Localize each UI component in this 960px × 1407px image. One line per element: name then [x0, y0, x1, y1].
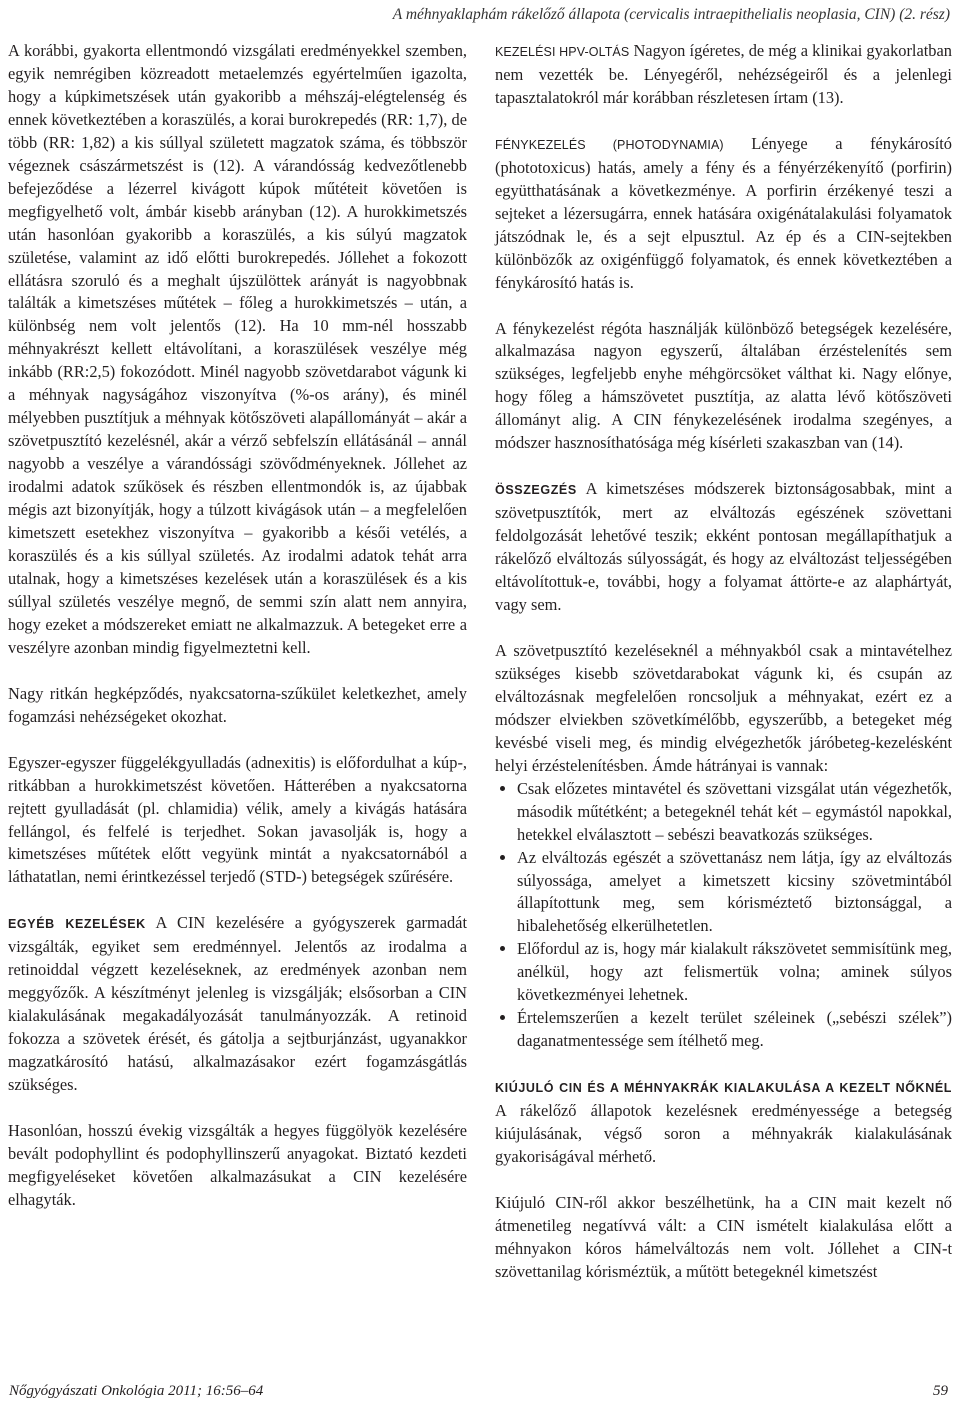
list-item: • Előfordul az is, hogy már kialakult rákszövetet semmisítünk meg, anélkül, hogy azt felismertük volna; aminek súlyos következményei lehetnek. — [517, 938, 952, 1007]
paragraph-photodynamic-text: Lényege a fénykárosító (phototoxicus) hatás, amely a fény és a fényérzékenyítő (porfirin) együtthatásának a következménye. A porfirin érzékenyé teszi a sejteket a lézersugárra, ennek hatására oxigénátalakulási folyamatok játszódnak le, és a sejt elpusztul. Az ép és a CIN-sejtekben különbözők az oxigénfüggő folyamatok, és ennek következtében a fénykárosító hatás is. — [495, 133, 952, 292]
section-heading-hpv-vaccine: KEZELÉSI HPV-OLTÁS — [495, 45, 630, 59]
paragraph-adnexitis: Egyszer-egyszer függelékgyulladás (adnexitis) is előfordulhat a kúp-, ritkábban a hurokkimetszést követően. Hátterében a nyakcsatorna rejtett gyulladását (pl. chlamidia) vélik, amely a kivágás hatására fellángol, és felfelé is terjedhet. Sokan javasolják is, hogy a kimetszéses műtétek előtt vegyünk mintát a nyakcsatornából a láthatatlan, nemi érintkezéssel terjedő (STD-) betegségek szűrésére. — [8, 752, 467, 887]
paragraph-photodynamic — [495, 133, 952, 295]
paragraph-destructive-methods: A szövetpusztító kezeléseknél a méhnyakból csak a mintavételhez szükséges kisebb szövetdarabokat vágunk ki, és csupán az elváltozásnak megfelelően roncsoljuk a méhnyakat, ezért ez a módszer elviekben szövetkímélőbb, egyszerűbb, a betegeket még kevésbé viseli meg, és mindig elvégezhetők járóbeteg-kezelésként helyi érzéstelenítésben. Ámde hátrányai is vannak: — [495, 640, 952, 775]
paragraph-other-treatments-text: A CIN kezelésére a gyógyszerek garmadát vizsgálták, egyiket sem eredménnyel. Jelentős az irodalma a retinoiddal végzett kezeléseknek, az eredmények azonban nem meggyőzők. A készítményt jelenleg is vizsgálják; elsősorban a CIN kialakulásának megakadályozását tanulmányozzák. A retinoid fokozza a szövetek érését, és gátolja a sejtburjánzást, ugyanakkor magzatkárosító hatású, alkalmazásakor ezért fogamzásgátlás szükséges. — [8, 913, 468, 1095]
section-heading-photodynamic: FÉNYKEZELÉS (PHOTODYNAMIA) — [495, 137, 724, 152]
list-item: • Az elváltozás egészét a szövettanász nem látja, így az elváltozás súlyossága, amelyet a kimetszett kicsiny szövetmintából állapítottunk meg, sem kórisméztető biztonsággal, a hibalehetőség elkerülhetetlen. — [517, 847, 952, 939]
right-column — [495, 40, 952, 1284]
paragraph-recurrent-cin: Kiújuló CIN-ről akkor beszélhetünk, ha a CIN mait kezelt nő átmenetileg negatívvá vált: a CIN ismételt kialakulása előtt a méhnyakon kóros hámelváltozás nem volt. Jóllehet a CIN-t szövettanilag kórisméztük, a műtött betegeknél kimetszést — [495, 1192, 952, 1281]
paragraph-podophyllin: Hasonlóan, hosszú évekig vizsgálták a hegyes függölyök kezelésére bevált podophyllint és podophyllinszerű anyagokat. Biztató kezdeti megfigyeléseket követően alkalmazásukat a CIN kezelésére elhagyták. — [8, 1120, 467, 1209]
paragraph-scarring: Nagy ritkán hegképződés, nyakcsatorna-szűkület keletkezhet, amely fogamzási nehézségeket okozhat. — [8, 683, 467, 726]
left-column — [8, 40, 467, 1212]
running-header: A méhnyaklaphám rákelőző állapota (cervicalis intraepithelialis neoplasia, CIN) (2. rész) — [392, 6, 950, 23]
list-item: • Csak előzetes mintavétel és szövettani vizsgálat után végezhetők, második műtétként; a betegeknél tehát két – egymástól napokkal, hetekkel elválasztott – sebészi beavatkozás szükséges. — [517, 778, 952, 847]
paragraph-summary — [495, 478, 952, 617]
paragraph-pregnancy-risks: A korábbi, gyakorta ellentmondó vizsgálati eredményekkel szemben, egyik nemrégiben közreadott metaelemzés egyértelműen igazolta, hogy a kúpkimetszések után gyakoribb a méhszáj-elégtelenség és ennek következtében a koraszülés, a korai burokrepedés (RR: 1,7), de több (RR: 1,82) a kis súllyal született magzatok száma, és többször végeznek császármetszést is (12). A várandósság kedvezőtlenebb befejeződése a lézerrel kivágott kúpok műtéteit követően is megfigyelhető volt, ámbár kisebb arányban (12). A hurokkimetszés után hasonlóan gyakoribb a koraszülés, a kis súlyú magzatok születése, valamint az idő előtti burokrepedés. Jóllehet a fokozott ellátásra szoruló és a meghalt újszülöttek arányát is nagyobbnak találták a kimetszéses műtétek – főleg a hurokkimetszés – után, a különbség nem volt jelentős (12). Ha 10 mm-nél hosszabb méhnyakrészt kellett eltávolítani, a koraszülések veszélye még inkább (RR:2,5) fokozódott. Minél nagyobb szövetdarabot vágunk ki a méhnyak nagyságához viszonyítva (%-os arány), és minél mélyebben pusztítjuk a méhnyak kötőszöveti alapállományát – akár a szövetpusztító kezelésnél, akár a vérző sebfelszín ellátásánál – annál nagyobb a veszélye a várandóssági szövődményeknek. Jóllehet az irodalmi adatok szűkösek és részben ellentmondók is, az újabbak mégis azt bizonyítják, hogy a túlzott kivágások után – a megfelelően kimetszett esetekhez viszonyítva – gyakoribb a késői vetélés, a koraszülés és a kis súllyal születés. Az irodalmi adatok tehát arra utalnak, hogy a kimetszéses kezelések után a koraszülések és a kis súllyal születés veszélye megnő, de semmi szín alatt nem annyira, hogy ezeket a módszereket emiatt ne alkalmazzuk. A betegeket erre a veszélyre azonban mindig figyelmeztetni kell. — [8, 41, 467, 657]
list-item: • Értelemszerűen a kezelt terület széleinek („sebészi szélek”) daganatmentessége sem ítélhető meg. — [517, 1007, 952, 1053]
page-number: 59 — [933, 1383, 948, 1399]
drawbacks-list — [495, 778, 952, 1053]
paragraph-hpv-vaccine-text: Nagyon ígéretes, de még a klinikai gyakorlatban nem vezették be. Lényegéről, nehézségeiről és a jelenlegi tapasztalatokról már korábban részletesen írtam (13). — [495, 41, 952, 107]
section-heading-recurrence: KIÚJULÓ CIN ÉS A MÉHNYAKRÁK KIALAKULÁSA A KEZELT NŐKNÉL — [495, 1081, 952, 1096]
section-heading-summary: ÖSSZEGZÉS — [495, 483, 577, 498]
paragraph-recurrence — [495, 1076, 952, 1169]
journal-citation: Nőgyógyászati Onkológia 2011; 16:56–64 — [9, 1383, 264, 1399]
paragraph-hpv-vaccine — [495, 40, 952, 110]
paragraph-summary-text: A kimetszéses módszerek biztonságosabbak, mint a szövetpusztítók, mert az elváltozás egészének szövettani feldolgozását lehetővé teszik; ekként pontosan megállapíthatjuk a rákelőző elváltozás súlyosságát, és hogy az elváltozást teljességében eltávolítottuk-e, további, hogy a folyamat áttörte-e az alaphártyát, vagy sem. — [495, 479, 952, 615]
section-heading-other-treatments: EGYÉB KEZELÉSEK — [8, 917, 146, 932]
paragraph-recurrence-text: A rákelőző állapotok kezelésnek eredményessége a betegség kiújulásának, végső soron a méhnyakrák kialakulásának gyakoriságával mérhető. — [495, 1101, 952, 1166]
paragraph-other-treatments — [8, 912, 467, 1097]
paragraph-photodynamic-usage: A fénykezelést régóta használják különböző betegségek kezelésére, alkalmazása nagyon egyszerű, általában érzéstelenítés sem szükséges, legfeljebb enyhe méhgörcsöket válthat ki. Nagy előnye, hogy főleg a hámszövetet pusztítja, az alatta lévő kötőszöveti állományt alig. A CIN fénykezelésének irodalma szegényes, a módszer hasznosíthatósága még kísérleti szakaszban van (14). — [495, 318, 952, 453]
